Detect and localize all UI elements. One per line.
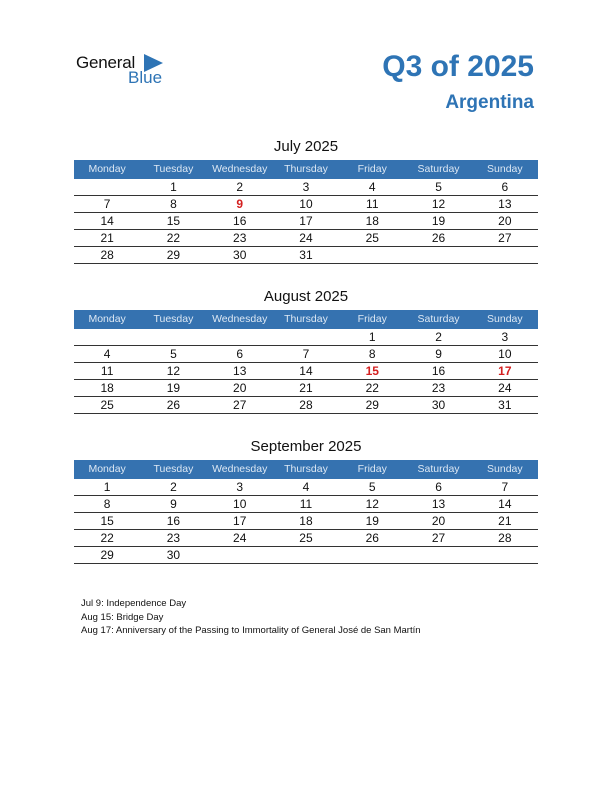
day-cell: 25: [100, 398, 114, 412]
day-cell: 17: [498, 364, 512, 378]
day-cell: 24: [498, 381, 512, 395]
weekday-header-friday: Friday: [357, 463, 387, 475]
day-cell: 30: [233, 248, 247, 262]
day-cell: 29: [365, 398, 379, 412]
weeks-container: [74, 479, 538, 564]
weekday-header-thursday: Thursday: [284, 463, 328, 475]
day-cell: 26: [431, 231, 446, 245]
day-cell: 8: [368, 347, 376, 361]
day-cell: 17: [299, 214, 313, 228]
day-cell: 19: [365, 514, 379, 528]
day-cell: 6: [501, 180, 509, 194]
week-row: [74, 479, 538, 496]
empty-day-cell: [472, 547, 538, 563]
weekday-header-row: [74, 310, 538, 329]
empty-day-cell: [273, 547, 339, 563]
country-name: Argentina: [445, 92, 534, 113]
day-cell: 2: [236, 180, 244, 194]
day-cell: 10: [299, 197, 313, 211]
day-cell: 28: [299, 398, 313, 412]
day-cell: 3: [236, 480, 244, 494]
day-cell: 18: [100, 381, 114, 395]
day-cell: 28: [498, 531, 512, 545]
day-cell: 28: [100, 248, 114, 262]
week-row: [74, 363, 538, 380]
day-cell: 15: [166, 214, 181, 228]
empty-day-cell: [74, 329, 140, 345]
day-cell: 5: [170, 347, 177, 361]
weekday-header-saturday: Saturday: [417, 463, 460, 475]
day-cell: 9: [435, 347, 442, 361]
weekday-header-sunday: Sunday: [487, 313, 523, 325]
week-row: [74, 346, 538, 363]
week-row: [74, 213, 538, 230]
weekday-header-friday: Friday: [357, 163, 387, 175]
day-cell: 1: [170, 180, 177, 194]
weeks-container: [74, 179, 538, 264]
day-cell: 31: [299, 248, 313, 262]
day-cell: 30: [166, 548, 181, 562]
day-cell: 7: [302, 347, 310, 361]
day-cell: 4: [302, 480, 310, 494]
day-cell: 14: [299, 364, 313, 378]
day-cell: 29: [166, 248, 181, 262]
week-row: [74, 179, 538, 196]
day-cell: 12: [365, 497, 379, 511]
weeks-container: [74, 329, 538, 414]
day-cell: 11: [299, 497, 313, 511]
day-cell: 10: [233, 497, 247, 511]
week-row: [74, 496, 538, 513]
day-cell: 23: [431, 381, 446, 395]
weekday-header-wednesday: Wednesday: [212, 463, 268, 475]
week-row: [74, 513, 538, 530]
day-cell: 11: [100, 364, 114, 378]
day-cell: 9: [170, 497, 177, 511]
day-cell: 20: [431, 514, 446, 528]
day-cell: 18: [299, 514, 313, 528]
week-row: [74, 230, 538, 247]
empty-day-cell: [207, 329, 273, 345]
day-cell: 19: [431, 214, 446, 228]
day-cell: 15: [100, 514, 114, 528]
day-cell: 17: [233, 514, 247, 528]
day-cell: 22: [100, 531, 114, 545]
weekday-header-tuesday: Tuesday: [153, 163, 194, 175]
day-cell: 27: [431, 531, 446, 545]
day-cell: 7: [103, 197, 111, 211]
day-cell: 23: [233, 231, 247, 245]
day-cell: 22: [365, 381, 379, 395]
week-row: [74, 380, 538, 397]
week-row: [74, 397, 538, 414]
week-row: [74, 196, 538, 213]
month-title: August 2025: [263, 288, 349, 305]
day-cell: 30: [431, 398, 446, 412]
empty-day-cell: [74, 179, 140, 195]
logo-word-general: General: [76, 53, 136, 72]
day-cell: 1: [103, 480, 111, 494]
day-cell: 5: [368, 480, 376, 494]
week-row: [74, 329, 538, 346]
day-cell: 3: [302, 180, 310, 194]
holiday-note: Aug 15: Bridge Day: [81, 611, 164, 623]
weekday-header-wednesday: Wednesday: [212, 163, 268, 175]
day-cell: 20: [233, 381, 247, 395]
day-cell: 19: [166, 381, 181, 395]
empty-day-cell: [339, 547, 405, 563]
day-cell: 11: [366, 197, 379, 211]
day-cell: 13: [431, 497, 446, 511]
day-cell: 21: [299, 381, 313, 395]
month-calendar-july: [74, 137, 538, 264]
weekday-header-thursday: Thursday: [284, 313, 328, 325]
weekday-header-row: [74, 460, 538, 479]
day-cell: 24: [233, 531, 247, 545]
week-row: [74, 247, 538, 264]
weekday-header-wednesday: Wednesday: [212, 313, 268, 325]
day-cell: 14: [498, 497, 512, 511]
day-cell: 22: [166, 231, 181, 245]
day-cell: 25: [299, 531, 313, 545]
day-cell: 14: [100, 214, 114, 228]
week-row: [74, 547, 538, 564]
day-cell: 16: [431, 364, 446, 378]
empty-day-cell: [207, 547, 273, 563]
weekday-header-sunday: Sunday: [487, 163, 523, 175]
day-cell: 8: [103, 497, 111, 511]
day-cell: 12: [431, 197, 446, 211]
weekday-header-saturday: Saturday: [417, 163, 460, 175]
day-cell: 15: [365, 364, 379, 378]
day-cell: 4: [368, 180, 376, 194]
weekday-header-monday: Monday: [88, 163, 126, 175]
weekday-header-tuesday: Tuesday: [153, 313, 194, 325]
day-cell: 1: [368, 330, 376, 344]
empty-day-cell: [273, 329, 339, 345]
day-cell: 24: [299, 231, 313, 245]
day-cell: 21: [498, 514, 512, 528]
weekday-header-tuesday: Tuesday: [153, 463, 194, 475]
day-cell: 16: [233, 214, 247, 228]
day-cell: 26: [166, 398, 181, 412]
weekday-header-saturday: Saturday: [417, 313, 460, 325]
day-cell: 27: [498, 231, 512, 245]
day-cell: 12: [166, 364, 181, 378]
day-cell: 21: [100, 231, 114, 245]
day-cell: 25: [365, 231, 379, 245]
day-cell: 6: [236, 347, 244, 361]
logo: [76, 53, 176, 89]
day-cell: 2: [435, 330, 442, 344]
day-cell: 18: [365, 214, 379, 228]
day-cell: 20: [498, 214, 512, 228]
day-cell: 13: [498, 197, 512, 211]
empty-day-cell: [140, 329, 206, 345]
page-title: Q3 of 2025: [382, 50, 534, 83]
day-cell: 26: [365, 531, 379, 545]
day-cell: 5: [435, 180, 442, 194]
day-cell: 2: [170, 480, 177, 494]
weekday-header-monday: Monday: [88, 313, 126, 325]
empty-day-cell: [405, 247, 471, 263]
month-calendar-august: [74, 287, 538, 414]
day-cell: 27: [233, 398, 247, 412]
day-cell: 9: [236, 197, 244, 211]
empty-day-cell: [339, 247, 405, 263]
holiday-note: Aug 17: Anniversary of the Passing to Immortality of General José de San Martín: [81, 625, 421, 636]
month-title: September 2025: [250, 438, 362, 455]
day-cell: 8: [170, 197, 177, 211]
day-cell: 31: [498, 398, 512, 412]
day-cell: 7: [501, 480, 509, 494]
day-cell: 4: [103, 347, 111, 361]
day-cell: 3: [501, 330, 509, 344]
holiday-note: Jul 9: Independence Day: [81, 598, 187, 609]
day-cell: 23: [166, 531, 181, 545]
empty-day-cell: [472, 247, 538, 263]
weekday-header-friday: Friday: [357, 313, 387, 325]
day-cell: 6: [435, 480, 442, 494]
week-row: [74, 530, 538, 547]
day-cell: 29: [100, 548, 114, 562]
weekday-header-sunday: Sunday: [487, 463, 523, 475]
weekday-header-thursday: Thursday: [284, 163, 328, 175]
weekday-header-monday: Monday: [88, 463, 126, 475]
day-cell: 10: [498, 347, 512, 361]
day-cell: 16: [166, 514, 181, 528]
logo-word-blue: Blue: [128, 68, 163, 87]
month-title: July 2025: [273, 138, 339, 155]
weekday-header-row: [74, 160, 538, 179]
day-cell: 13: [233, 364, 247, 378]
holiday-notes: [81, 597, 441, 638]
month-calendar-september: [74, 437, 538, 564]
empty-day-cell: [405, 547, 471, 563]
